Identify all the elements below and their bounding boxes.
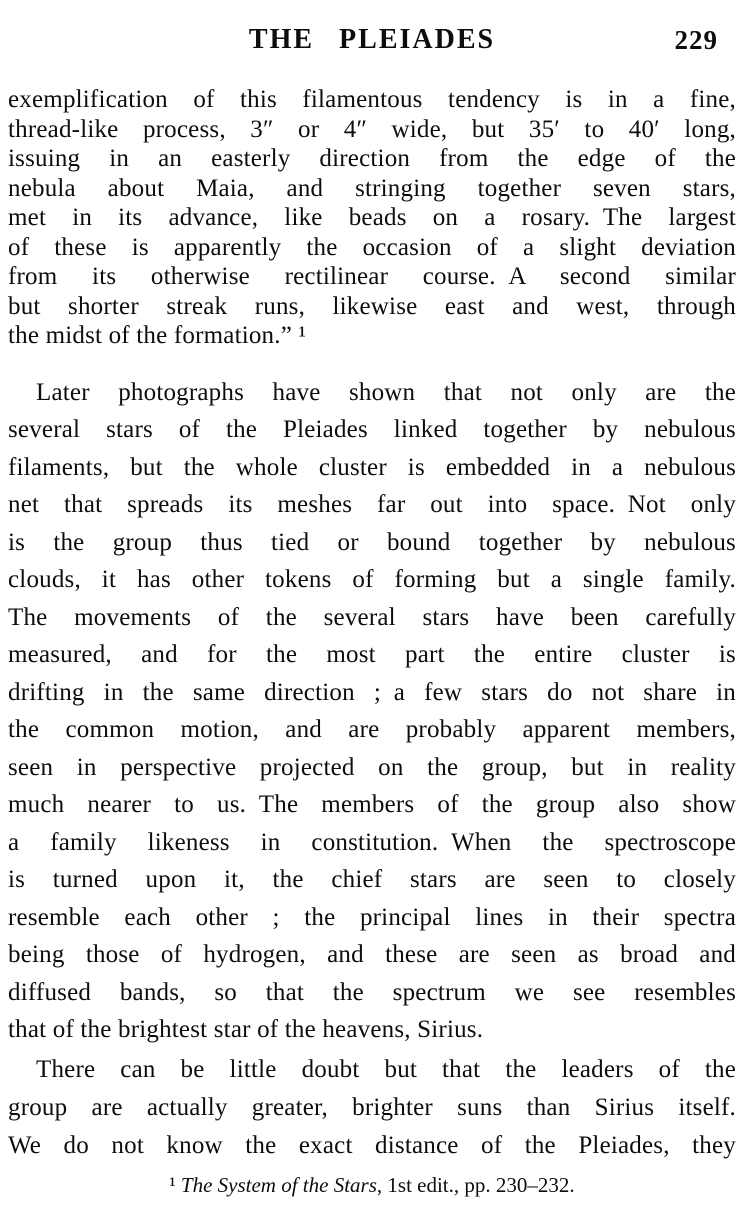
running-title: THE PLEIADES xyxy=(248,24,496,55)
paragraph-1 xyxy=(8,85,736,351)
footnote-detail: , 1st edit., pp. 230–232. xyxy=(376,1172,575,1197)
footnote xyxy=(8,1171,736,1199)
text-line: thread-like process, 3″ or 4″ wide, but 35′ to 40′ long, xyxy=(8,115,736,143)
text-line: a family likeness in constitution. When the spectroscope xyxy=(8,828,736,856)
text-line: being those of hydrogen, and these are seen as broad and xyxy=(8,941,736,968)
paragraph-3 xyxy=(8,1051,736,1165)
text-line: the midst of the formation.” ¹ xyxy=(8,322,307,349)
footnote-marker: ¹ xyxy=(169,1172,181,1197)
text-line: resemble each other ; the principal lines in their spectra xyxy=(8,903,736,931)
text-line: the common motion, and are probably apparent members, xyxy=(8,716,736,743)
text-line: is the group thus tied or bound together by nebulous xyxy=(8,528,736,556)
page-number: 229 xyxy=(674,25,718,55)
text-line: measured, and for the most part the entire cluster is xyxy=(8,641,736,668)
text-line: exemplification of this filamentous tendency is in a fine, xyxy=(8,86,736,113)
paragraph-2 xyxy=(8,374,736,1049)
text-line: much nearer to us. The members of the group also show xyxy=(8,791,736,818)
text-line: The movements of the several stars have been carefully xyxy=(8,603,736,631)
text-line: group are actually greater, brighter suns than Sirius itself. xyxy=(8,1093,736,1121)
text-line: but shorter streak runs, likewise east and west, through xyxy=(8,292,736,320)
footnote-work-title: The System of the Stars xyxy=(180,1172,377,1197)
text-line: several stars of the Pleiades linked together by nebulous xyxy=(8,416,736,443)
text-line: filaments, but the whole cluster is embedded in a nebulous xyxy=(8,453,736,481)
text-line: of these is apparently the occasion of a slight deviation xyxy=(8,233,736,261)
text-line: nebula about Maia, and stringing together seven stars, xyxy=(8,174,736,202)
text-line: seen in perspective projected on the group, but in reality xyxy=(8,753,736,781)
text-line: issuing in an easterly direction from the edge of the xyxy=(8,145,736,172)
text-line: There can be little doubt but that the leaders of the xyxy=(36,1055,736,1083)
text-line: drifting in the same direction ; a few stars do not share in xyxy=(8,678,736,706)
text-line: met in its advance, like beads on a rosary. The largest xyxy=(8,204,736,231)
text-line: clouds, it has other tokens of forming but a single family. xyxy=(8,566,736,593)
page-header xyxy=(8,25,736,55)
text-line: We do not know the exact distance of the Pleiades, they xyxy=(8,1131,736,1159)
text-line: net that spreads its meshes far out into space. Not only xyxy=(8,491,736,518)
text-line: diffused bands, so that the spectrum we see resembles xyxy=(8,978,736,1006)
text-line: that of the brightest star of the heavens, Sirius. xyxy=(8,1016,484,1043)
text-line: from its otherwise rectilinear course. A second similar xyxy=(8,263,736,290)
text-line: is turned upon it, the chief stars are seen to closely xyxy=(8,866,736,893)
text-line: Later photographs have shown that not only are the xyxy=(36,378,736,406)
